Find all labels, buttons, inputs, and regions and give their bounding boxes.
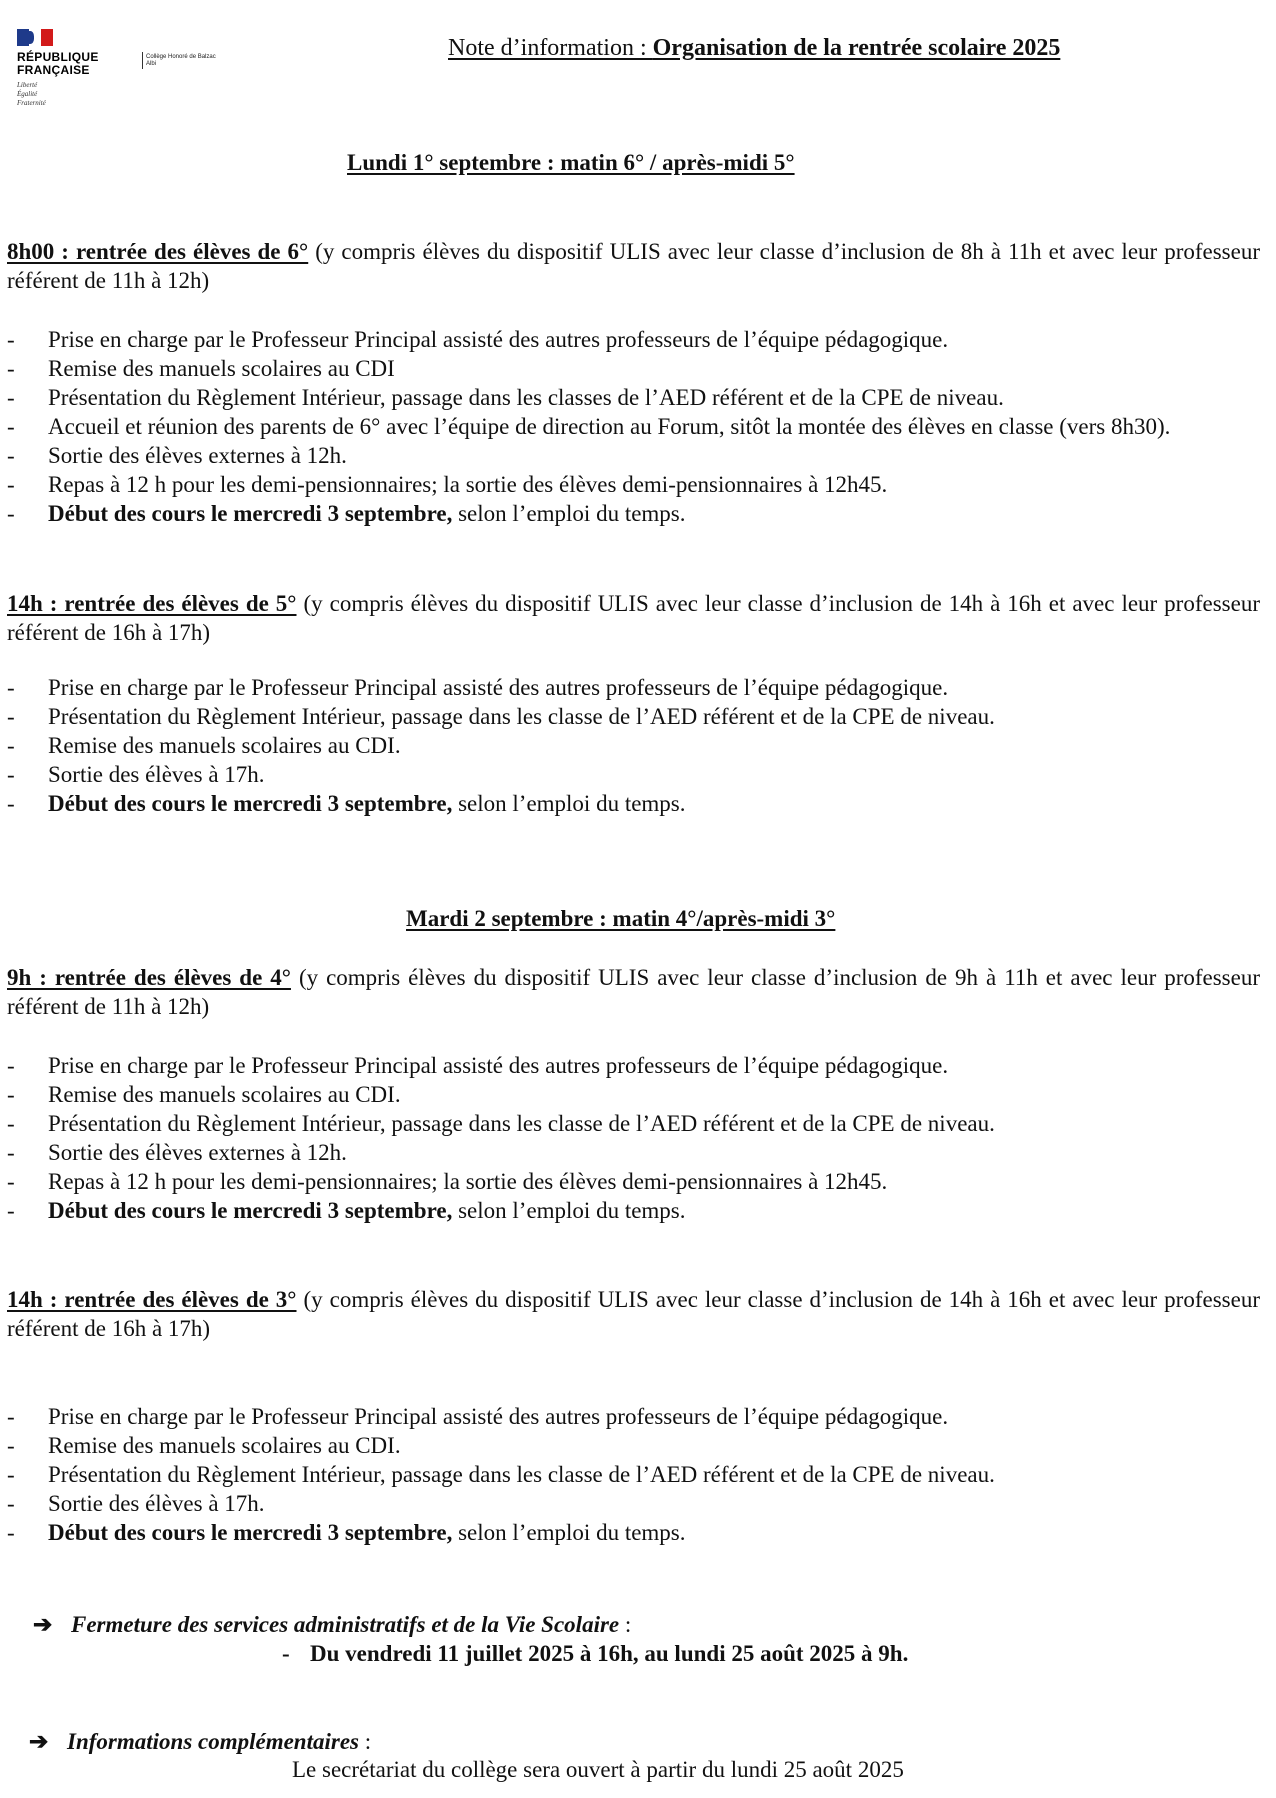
logo-republique-line2: FRANÇAISE [17,63,90,77]
logo-motto-fraternite: Fraternité [17,99,46,107]
list-item: - Prise en charge par le Professeur Principal assisté des autres professeurs de l’équipe pédagogique. [7,327,949,352]
list-item: - Remise des manuels scolaires au CDI. [7,1433,401,1458]
list-item: - Présentation du Règlement Intérieur, passage dans les classe de l’AED référent et de la CPE de niveau. [7,1462,995,1487]
list-item: - Remise des manuels scolaires au CDI. [7,733,401,758]
group5-list [7,673,1260,818]
logo-republique-line1: RÉPUBLIQUE [17,50,99,64]
group3-list [7,1402,1260,1547]
group5-heading: 14h : rentrée des élèves de 5° [7,591,297,616]
list-item: - Début des cours le mercredi 3 septembre, selon l’emploi du temps. [7,501,686,526]
list-item: - Remise des manuels scolaires au CDI. [7,1082,401,1107]
closure-dates: - Du vendredi 11 juillet 2025 à 16h, au lundi 25 août 2025 à 9h. [282,1641,909,1666]
group3-heading: 14h : rentrée des élèves de 3° [7,1287,297,1312]
logo-separator [142,52,143,69]
logo-college-city: Albi [146,61,157,67]
closure-label: Fermeture des services administratifs et de la Vie Scolaire [71,1612,620,1637]
list-item: - Sortie des élèves externes à 12h. [7,1140,347,1165]
closure-colon: : [619,1612,632,1637]
list-item: - Présentation du Règlement Intérieur, passage dans les classe de l’AED référent et de la CPE de niveau. [7,704,995,729]
header-prefix: Note d’information : [448,35,653,61]
group5-desc: (y compris élèves du dispositif ULIS avec leur classe d’inclusion de 14h à 16h et avec leur professeur référent de 16h à 17h) [7,591,1260,645]
logo-motto-egalite: Égalité [17,90,38,98]
list-item: - Sortie des élèves à 17h. [7,762,265,787]
group6-heading: 8h00 : rentrée des élèves de 6° [7,239,309,264]
list-item: - Accueil et réunion des parents de 6° avec l’équipe de direction au Forum, sitôt la montée des élèves en classe (vers 8h30). [7,414,1171,439]
list-item: - Repas à 12 h pour les demi-pensionnaires; la sortie des élèves demi-pensionnaires à 12h45. [7,1169,888,1194]
group4-paragraph [7,963,1260,1021]
group6-list [7,325,1260,528]
list-item: - Sortie des élèves externes à 12h. [7,443,347,468]
list-item: - Prise en charge par le Professeur Principal assisté des autres professeurs de l’équipe pédagogique. [7,675,949,700]
arrow-right-icon: ➔ [33,1612,53,1637]
day1-title: Lundi 1° septembre : matin 6° / après-midi 5° [347,150,795,175]
group3-desc: (y compris élèves du dispositif ULIS avec leur classe d’inclusion de 14h à 16h et avec leur professeur référent de 16h à 17h) [7,1287,1260,1341]
info-line [29,1727,371,1756]
french-flag-logo [17,29,53,46]
info-text: Le secrétariat du collège sera ouvert à partir du lundi 25 août 2025 [292,1757,904,1782]
logo-college-name: Collège Honoré de Balzac [146,54,216,60]
group4-list [7,1051,1260,1225]
group5-paragraph [7,589,1260,647]
list-item: - Prise en charge par le Professeur Principal assisté des autres professeurs de l’équipe pédagogique. [7,1404,949,1429]
header-title: Organisation de la rentrée scolaire 2025 [652,35,1061,61]
group6-desc: (y compris élèves du dispositif ULIS avec leur classe d’inclusion de 8h à 11h et avec leur professeur référent de 11h à 12h) [7,239,1260,293]
group6-paragraph [7,237,1260,295]
arrow-right-icon: ➔ [29,1729,49,1754]
day2-title: Mardi 2 septembre : matin 4°/après-midi 3° [406,906,836,931]
list-item: - Sortie des élèves à 17h. [7,1491,265,1516]
info-label: Informations complémentaires [67,1729,359,1754]
list-item: - Début des cours le mercredi 3 septembre, selon l’emploi du temps. [7,1520,686,1545]
list-item: - Repas à 12 h pour les demi-pensionnaires; la sortie des élèves demi-pensionnaires à 12h45. [7,472,888,497]
page-title [448,33,1060,63]
list-item: - Début des cours le mercredi 3 septembre, selon l’emploi du temps. [7,791,686,816]
info-colon: : [359,1729,372,1754]
list-item: - Présentation du Règlement Intérieur, passage dans les classe de l’AED référent et de la CPE de niveau. [7,1111,995,1136]
list-item: - Prise en charge par le Professeur Principal assisté des autres professeurs de l’équipe pédagogique. [7,1053,949,1078]
list-item: - Remise des manuels scolaires au CDI [7,356,395,381]
list-item: - Présentation du Règlement Intérieur, passage dans les classes de l’AED référent et de la CPE de niveau. [7,385,1004,410]
list-item: - Début des cours le mercredi 3 septembre, selon l’emploi du temps. [7,1198,686,1223]
group3-paragraph [7,1285,1260,1343]
group4-heading: 9h : rentrée des élèves de 4° [7,965,291,990]
group4-desc: (y compris élèves du dispositif ULIS avec leur classe d’inclusion de 9h à 11h et avec leur professeur référent de 11h à 12h) [7,965,1260,1019]
logo-motto-liberte: Liberté [17,81,38,89]
closure-line [33,1610,631,1639]
